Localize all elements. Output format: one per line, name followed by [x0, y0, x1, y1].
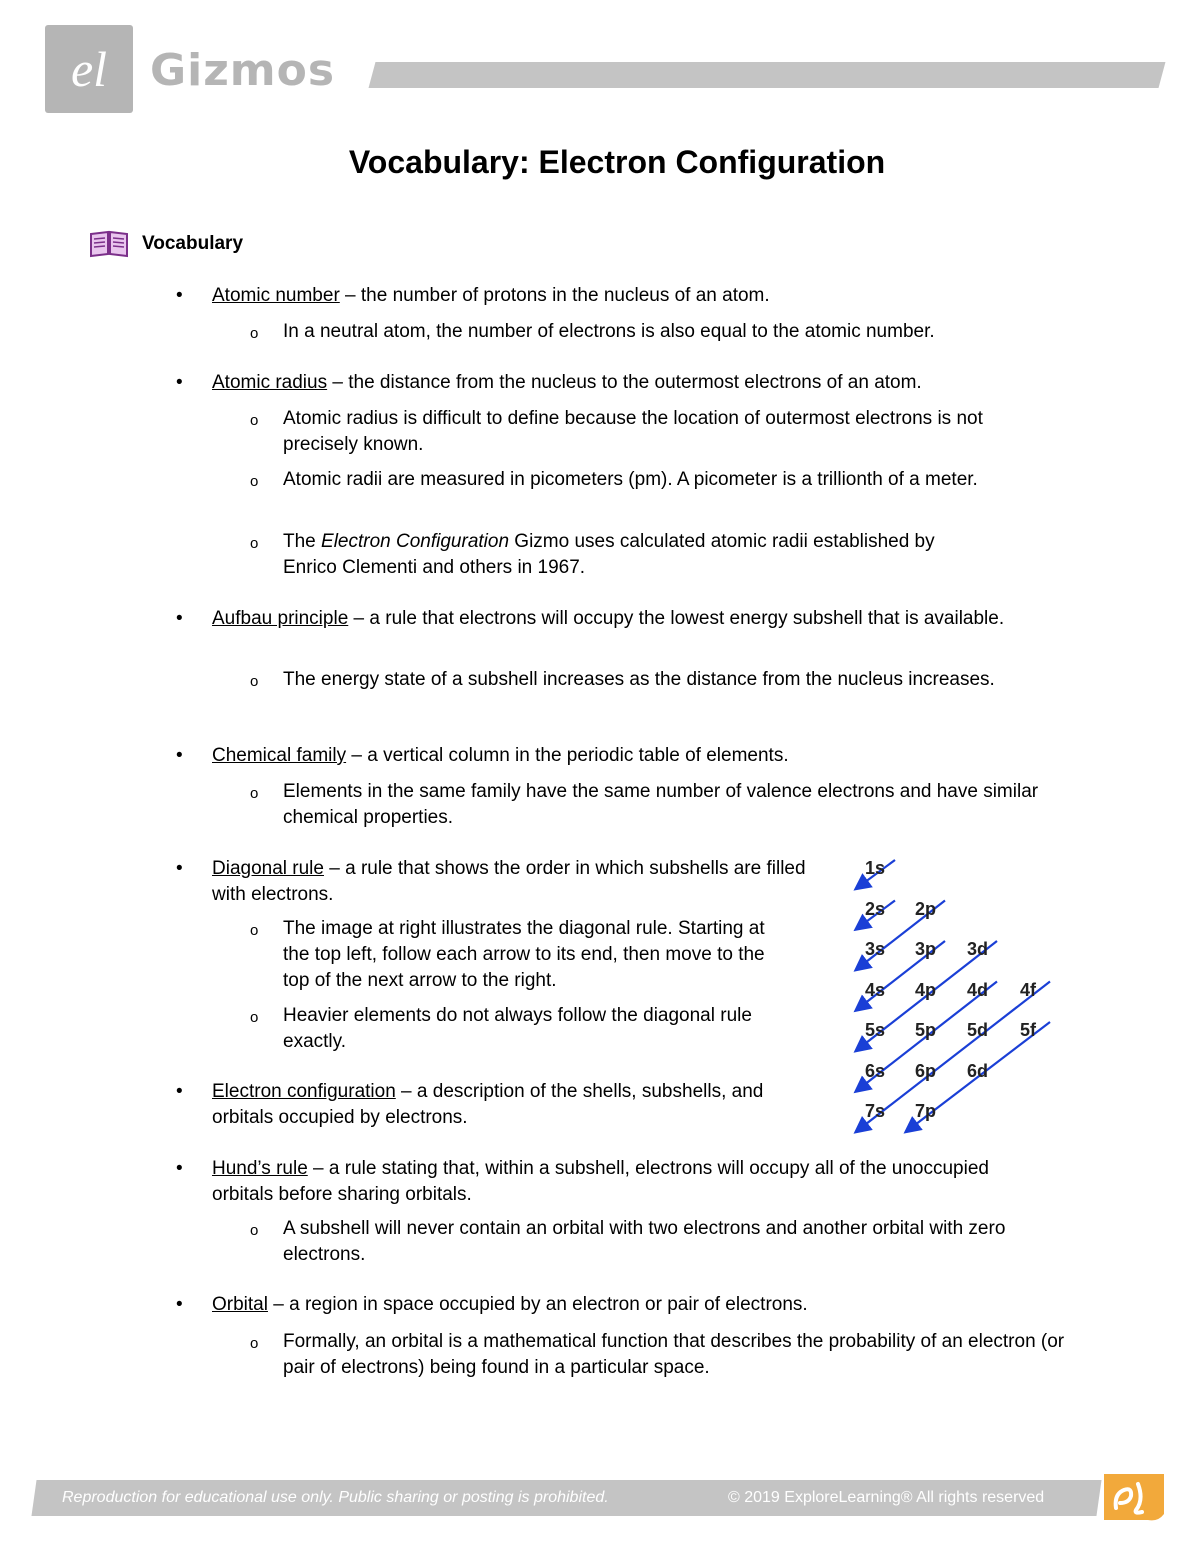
bullet: •: [176, 1294, 183, 1315]
subshell-label-4p: 4p: [915, 979, 937, 1000]
gizmo-name: Electron Configuration: [321, 531, 510, 552]
sub-bullet: o: [250, 325, 259, 342]
term-word: Atomic number: [212, 285, 340, 306]
note-text: Atomic radii are measured in picometers (pm). A picometer is a trillionth of a meter.: [283, 469, 978, 490]
subshell-label-4f: 4f: [1020, 979, 1037, 1000]
note-text-part: Gizmo uses calculated atomic radii established by: [509, 531, 935, 552]
term-definition: [212, 1292, 1072, 1318]
term-definition: [212, 370, 1072, 396]
diagonal-arrow: [857, 979, 1050, 1132]
definition-text: – a region in space occupied by an electron or pair of electrons.: [267, 1294, 808, 1315]
logo-mark: el: [70, 41, 108, 97]
note-text: Atomic radius is difficult to define because the location of outermost electrons is not precisely known.: [283, 408, 983, 455]
sub-bullet: o: [250, 412, 259, 429]
sub-bullet: o: [250, 673, 259, 690]
diagonal-rule-diagram: [845, 848, 1065, 1138]
bullet: •: [176, 858, 183, 879]
note-text: Heavier elements do not always follow the diagonal rule exactly.: [283, 1005, 752, 1052]
subshell-label-5f: 5f: [1020, 1020, 1037, 1040]
term-word: Orbital: [212, 1294, 268, 1315]
bullet: •: [176, 372, 183, 393]
definition-text: – a vertical column in the periodic table of elements.: [346, 745, 789, 766]
bullet: •: [176, 285, 183, 306]
page-footer: [0, 1470, 1200, 1553]
term-definition: [212, 606, 1032, 632]
page-title: Vocabulary: Electron Configuration: [348, 144, 886, 180]
term-word: Diagonal rule: [212, 858, 324, 879]
note-text: In a neutral atom, the number of electrons is also equal to the atomic number.: [283, 321, 935, 342]
note-text-part: The: [283, 531, 322, 552]
section-label: Vocabulary: [142, 233, 244, 254]
subshell-label-2s: 2s: [865, 898, 886, 919]
subshell-label-7s: 7s: [865, 1101, 886, 1121]
definition-text: – a rule stating that, within a subshell, electrons will occupy all of the unoccupied orbitals before sharing orbitals.: [212, 1158, 989, 1205]
definition-text: – the number of protons in the nucleus of an atom.: [339, 285, 770, 306]
bullet: •: [176, 1158, 183, 1179]
subshell-label-4s: 4s: [865, 979, 886, 1000]
note-text: Elements in the same family have the same number of valence electrons and have similar chemical properties.: [283, 781, 1039, 828]
footer-copyright: © 2019 ExploreLearning® All rights reserved: [728, 1489, 1045, 1506]
definition-text: – a description of the shells, subshells, and orbitals occupied by electrons.: [212, 1081, 764, 1128]
note-text: Formally, an orbital is a mathematical function that describes the probability of an electron (or pair of electrons) being found in a particular space.: [283, 1331, 1065, 1378]
sub-bullet: o: [250, 1009, 259, 1026]
subshell-label-5s: 5s: [865, 1020, 886, 1040]
term-definition: [212, 283, 1072, 309]
term-definition: [212, 1156, 1012, 1208]
definition-text: – a rule that shows the order in which subshells are filled with electrons.: [212, 858, 806, 905]
note-text-part: Enrico Clementi and others in 1967.: [283, 557, 586, 578]
term-word: Hund’s rule: [212, 1158, 308, 1179]
subshell-label-5d: 5d: [967, 1020, 989, 1040]
brand-name: Gizmos: [150, 45, 336, 96]
term-word: Atomic radius: [212, 372, 328, 393]
term-definition: [212, 743, 1072, 769]
definition-text: – the distance from the nucleus to the outermost electrons of an atom.: [327, 372, 922, 393]
term-word: Chemical family: [212, 745, 347, 766]
subshell-label-6s: 6s: [865, 1060, 886, 1081]
subshell-label-3s: 3s: [865, 939, 886, 959]
term-definition: [212, 1079, 812, 1131]
subshell-label-1s: 1s: [865, 858, 886, 878]
subshell-label-6d: 6d: [967, 1060, 989, 1081]
bullet: •: [176, 608, 183, 629]
sub-bullet: o: [250, 473, 259, 490]
bullet: •: [176, 1081, 183, 1102]
explorelearning-logo-icon: [1098, 1470, 1170, 1524]
subshell-label-7p: 7p: [915, 1101, 937, 1121]
sub-bullet: o: [250, 1335, 259, 1352]
sub-bullet: o: [250, 922, 259, 939]
footer-notice: Reproduction for educational use only. Public sharing or posting is prohibited.: [62, 1489, 609, 1506]
subshell-label-2p: 2p: [915, 898, 937, 919]
note-text: [283, 529, 1073, 581]
sub-bullet: o: [250, 785, 259, 802]
term-word: Aufbau principle: [212, 608, 349, 629]
subshell-label-5p: 5p: [915, 1020, 937, 1040]
definition-text: – a rule that electrons will occupy the lowest energy subshell that is available.: [348, 608, 1005, 629]
bullet: •: [176, 745, 183, 766]
term-definition: [212, 856, 822, 908]
sub-bullet: o: [250, 535, 259, 552]
subshell-label-3p: 3p: [915, 939, 937, 959]
note-text: The image at right illustrates the diagonal rule. Starting at the top left, follow each arrow to its end, then move to the top of the next arrow to the right.: [283, 918, 765, 991]
subshell-label-4d: 4d: [967, 979, 989, 1000]
subshell-label-6p: 6p: [915, 1060, 937, 1081]
sub-bullet: o: [250, 1222, 259, 1239]
subshell-label-3d: 3d: [967, 939, 989, 959]
term-word: Electron configuration: [212, 1081, 396, 1102]
note-text: A subshell will never contain an orbital with two electrons and another orbital with zero electrons.: [283, 1218, 1006, 1265]
note-text: The energy state of a subshell increases as the distance from the nucleus increases.: [283, 669, 995, 690]
